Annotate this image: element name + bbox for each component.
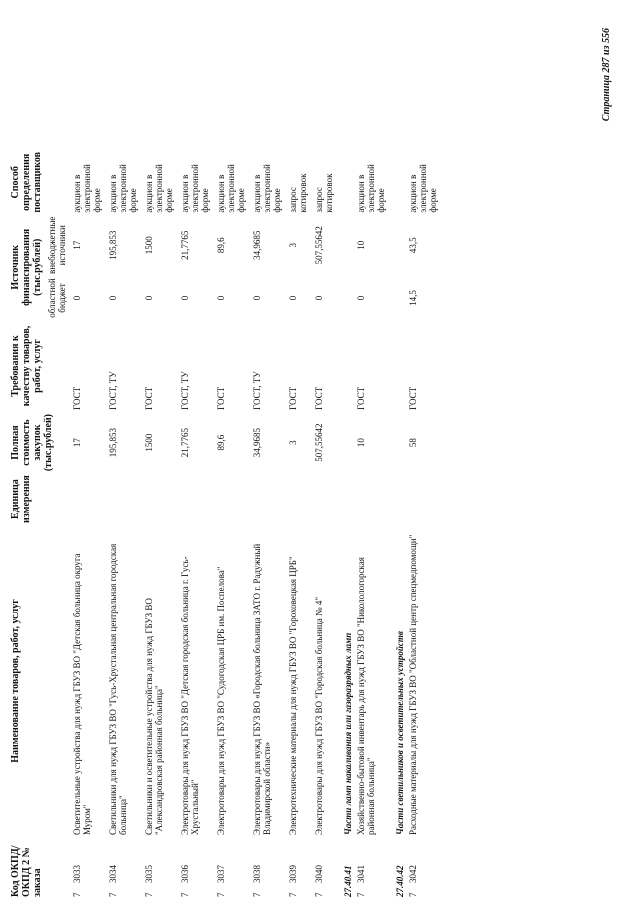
row-method: аукцион в электронной форме	[72, 164, 102, 213]
row-order-number: 3039	[288, 865, 298, 883]
header-row	[8, 150, 45, 899]
header-unit: Единица измерения	[10, 475, 32, 523]
row-extrabudget: 195,853	[108, 230, 118, 260]
header-method: Способ определения поставщиков	[10, 151, 43, 213]
header-code: Код ОКПД/ ОКПД 2 № заказа	[10, 845, 43, 897]
row-prefix: 7	[180, 892, 190, 897]
row-name: Электротовары для нужд ГБУЗ ВО "Детская городская больница г. Гусь-Хрустальный"	[180, 556, 200, 835]
table-row	[311, 150, 337, 899]
row-unit	[353, 473, 389, 525]
row-regional: 0	[180, 295, 190, 301]
row-method: аукцион в электронной форме	[144, 164, 174, 213]
group-name: Части ламп накаливания или газоразрядных ламп	[343, 632, 353, 835]
row-name: Светильники и осветительные устройства для нужд ГБУЗ ВО "Александровская районная больница"	[144, 598, 164, 835]
row-cost: 195,853	[108, 427, 118, 458]
row-cost: 10	[356, 438, 366, 448]
row-regional: 0	[144, 295, 154, 301]
row-code	[141, 837, 177, 899]
row-cost: 1500	[144, 433, 154, 452]
row-code	[353, 837, 389, 899]
row-order-number: 3038	[252, 865, 262, 883]
row-extrabudget: 21,7765	[180, 230, 190, 260]
row-cost: 507,55642	[314, 423, 324, 462]
row-regional: 0	[356, 295, 366, 301]
row-name: Расходные материалы для нужд ГБУЗ ВО "Областной центр спецмедпомощи"	[408, 534, 418, 835]
row-regional: 0	[252, 295, 262, 301]
row-cost: 21,7765	[180, 427, 190, 458]
row-cost: 3	[288, 440, 298, 445]
row-unit	[311, 473, 337, 525]
group-code: 27.40.41	[343, 865, 353, 897]
row-requirements: ГОСТ	[356, 386, 366, 410]
row-requirements: ГОСТ	[314, 386, 324, 410]
row-prefix: 7	[72, 892, 82, 897]
row-unit	[105, 473, 141, 525]
row-regional: 14,5	[408, 290, 418, 306]
row-prefix: 7	[108, 892, 118, 897]
row-unit	[213, 473, 249, 525]
table-row	[285, 150, 311, 899]
table-row	[213, 150, 249, 899]
row-method: аукцион в электронной форме	[108, 164, 138, 213]
row-extrabudget: 3	[288, 243, 298, 248]
group-name: Части светильников и осветительных устройств	[395, 631, 405, 835]
row-unit	[177, 473, 213, 525]
row-regional: 0	[288, 295, 298, 301]
row-code	[213, 837, 249, 899]
table-row	[141, 150, 177, 899]
row-unit	[249, 473, 285, 525]
row-regional: 0	[314, 295, 324, 301]
table-row	[177, 150, 213, 899]
header-requirements: Требования к качеству товаров, работ, услуг	[10, 325, 43, 407]
row-cost: 58	[408, 438, 418, 448]
row-requirements: ГОСТ, ТУ	[252, 371, 262, 410]
row-cost: 89,6	[216, 434, 226, 451]
row-regional: 0	[72, 295, 82, 301]
row-code	[285, 837, 311, 899]
row-order-number: 3034	[108, 865, 118, 883]
group-code: 27.40.42	[395, 865, 405, 897]
header-name: Наименование товаров, работ, услуг	[10, 599, 21, 763]
row-extrabudget: 17	[72, 240, 82, 250]
group-row	[337, 150, 353, 899]
row-code	[105, 837, 141, 899]
row-order-number: 3033	[72, 865, 82, 883]
row-method: запрос котировок	[314, 173, 334, 213]
row-code	[69, 837, 105, 899]
row-requirements: ГОСТ, ТУ	[180, 371, 190, 410]
row-requirements: ГОСТ	[72, 386, 82, 410]
row-code	[311, 837, 337, 899]
row-requirements: ГОСТ	[408, 386, 418, 410]
row-order-number: 3042	[408, 865, 418, 883]
row-method: аукцион в электронной форме	[216, 164, 246, 213]
row-name: Электротовары для нужд ГБУЗ ВО «Городская больница ЗАТО г. Радужный Владимирской области»	[252, 543, 272, 835]
row-order-number: 3036	[180, 865, 190, 883]
row-extrabudget: 507,55642	[314, 226, 324, 265]
row-method: аукцион в электронной форме	[180, 164, 210, 213]
row-unit	[285, 473, 311, 525]
row-method: аукцион в электронной форме	[252, 164, 282, 213]
row-cost: 17	[72, 438, 82, 448]
row-cost: 34,9685	[252, 427, 262, 458]
row-requirements: ГОСТ	[144, 386, 154, 410]
row-method: аукцион в электронной форме	[408, 164, 438, 213]
row-extrabudget: 10	[356, 240, 366, 250]
row-name: Электротехнические материалы для нужд ГБУЗ ВО "Гороховецкая ЦРБ"	[288, 556, 298, 835]
row-order-number: 3037	[216, 865, 226, 883]
row-prefix: 7	[314, 892, 324, 897]
row-name: Электротовары для нужд ГБУЗ ВО "Судогодская ЦРБ им. Поспелова"	[216, 566, 226, 835]
header-extrabudget: внебюджетные источники	[47, 216, 67, 274]
table-row	[405, 150, 441, 899]
row-code	[249, 837, 285, 899]
row-unit	[405, 473, 441, 525]
table-row	[249, 150, 285, 899]
table-row	[105, 150, 141, 899]
row-code	[177, 837, 213, 899]
row-requirements: ГОСТ	[216, 386, 226, 410]
row-order-number: 3040	[314, 865, 324, 883]
row-extrabudget: 43,5	[408, 237, 418, 254]
row-prefix: 7	[356, 892, 366, 897]
row-prefix: 7	[252, 892, 262, 897]
row-prefix: 7	[408, 892, 418, 897]
row-method: аукцион в электронной форме	[356, 164, 386, 213]
table-row	[353, 150, 389, 899]
row-name: Светильники для нужд ГБУЗ ВО "Гусь-Хрустальная центральная городская больница"	[108, 543, 128, 835]
row-name: Электротовары для нужд ГБУЗ ВО "Городская больница № 4"	[314, 596, 324, 835]
row-requirements: ГОСТ, ТУ	[108, 371, 118, 410]
row-unit	[69, 473, 105, 525]
row-name: Осветительные устройства для нужд ГБУЗ ВО "Детская больница округа Муром"	[72, 553, 92, 835]
row-prefix: 7	[216, 892, 226, 897]
header-cost: Полная стоимость закупок (тыс.рублей)	[10, 413, 54, 472]
header-regional-budget: областной бюджет	[47, 278, 67, 318]
row-extrabudget: 1500	[144, 236, 154, 255]
group-row	[389, 150, 405, 899]
row-method: запрос котировок	[288, 173, 308, 213]
row-regional: 0	[108, 295, 118, 301]
row-extrabudget: 89,6	[216, 237, 226, 254]
row-order-number: 3035	[144, 865, 154, 883]
page-number: Страница 287 из 556	[601, 28, 612, 122]
row-extrabudget: 34,9685	[252, 230, 262, 260]
row-prefix: 7	[288, 892, 298, 897]
procurement-table	[8, 150, 441, 899]
row-prefix: 7	[144, 892, 154, 897]
row-regional: 0	[216, 295, 226, 301]
row-code	[405, 837, 441, 899]
row-name: Хозяйственно-бытовой инвентарь для нужд ГБУЗ ВО "Николологорская районная больница"	[356, 557, 376, 835]
row-unit	[141, 473, 177, 525]
table-row	[69, 150, 105, 899]
row-order-number: 3041	[356, 865, 366, 883]
header-financing: Источник финансирования (тыс.рублей)	[10, 228, 43, 306]
row-requirements: ГОСТ	[288, 386, 298, 410]
